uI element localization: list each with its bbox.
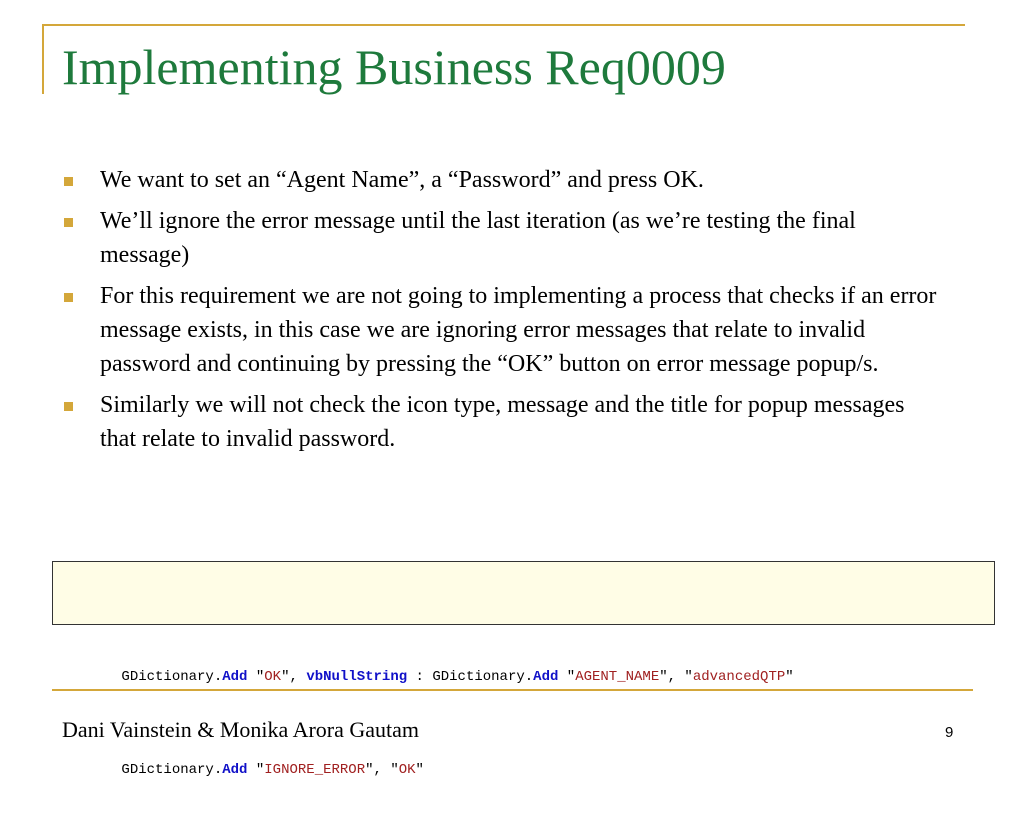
bullet-item	[62, 388, 942, 456]
code-token-string: advancedQTP	[692, 669, 786, 685]
bullet-text: Similarly we will not check the icon type, message and the title for popup messages that relate to invalid password.	[100, 392, 905, 452]
square-bullet-icon	[64, 177, 73, 186]
bullet-text: We want to set an “Agent Name”, a “Password” and press OK.	[100, 167, 704, 193]
square-bullet-icon	[64, 218, 73, 227]
square-bullet-icon	[64, 293, 73, 302]
code-token: ", "	[365, 762, 399, 778]
code-token: GDictionary.	[121, 762, 223, 778]
slide-title: Implementing Business Req0009	[62, 39, 726, 95]
bullet-list	[62, 163, 942, 463]
bullet-text: We’ll ignore the error message until the last iteration (as we’re testing the final message)	[100, 208, 856, 268]
code-token-keyword: vbNullString	[306, 669, 408, 685]
bullet-item	[62, 163, 942, 197]
frame-left-rule	[42, 24, 44, 94]
code-token-keyword: Add	[533, 669, 559, 685]
code-token: "	[558, 669, 576, 685]
code-token-string: OK	[264, 669, 282, 685]
code-token-string: AGENT_NAME	[575, 669, 660, 685]
bullet-item	[62, 279, 942, 381]
code-token: "	[247, 762, 265, 778]
square-bullet-icon	[64, 402, 73, 411]
code-token-keyword: Add	[222, 762, 248, 778]
code-token: "	[415, 762, 424, 778]
code-token: "	[247, 669, 265, 685]
bullet-text: For this requirement we are not going to implementing a process that checks if an error message exists, in this case we are ignoring error messages that relate to invalid password and continuing by pressing the “OK” button on error message popup/s.	[100, 283, 937, 377]
footer-rule	[52, 689, 973, 691]
page-number: 9	[945, 724, 954, 741]
code-token: ", "	[659, 669, 693, 685]
footer-authors: Dani Vainstein & Monika Arora Gautam	[62, 717, 420, 742]
code-token-string: OK	[398, 762, 416, 778]
code-token-keyword: Add	[222, 669, 248, 685]
code-token-string: IGNORE_ERROR	[264, 762, 366, 778]
bullet-item	[62, 204, 942, 272]
code-token: "	[785, 669, 794, 685]
code-line-1	[71, 631, 994, 685]
code-token: ",	[281, 669, 307, 685]
frame-top-rule	[42, 24, 965, 26]
code-token: GDictionary.	[121, 669, 223, 685]
code-token: : GDictionary.	[407, 669, 534, 685]
